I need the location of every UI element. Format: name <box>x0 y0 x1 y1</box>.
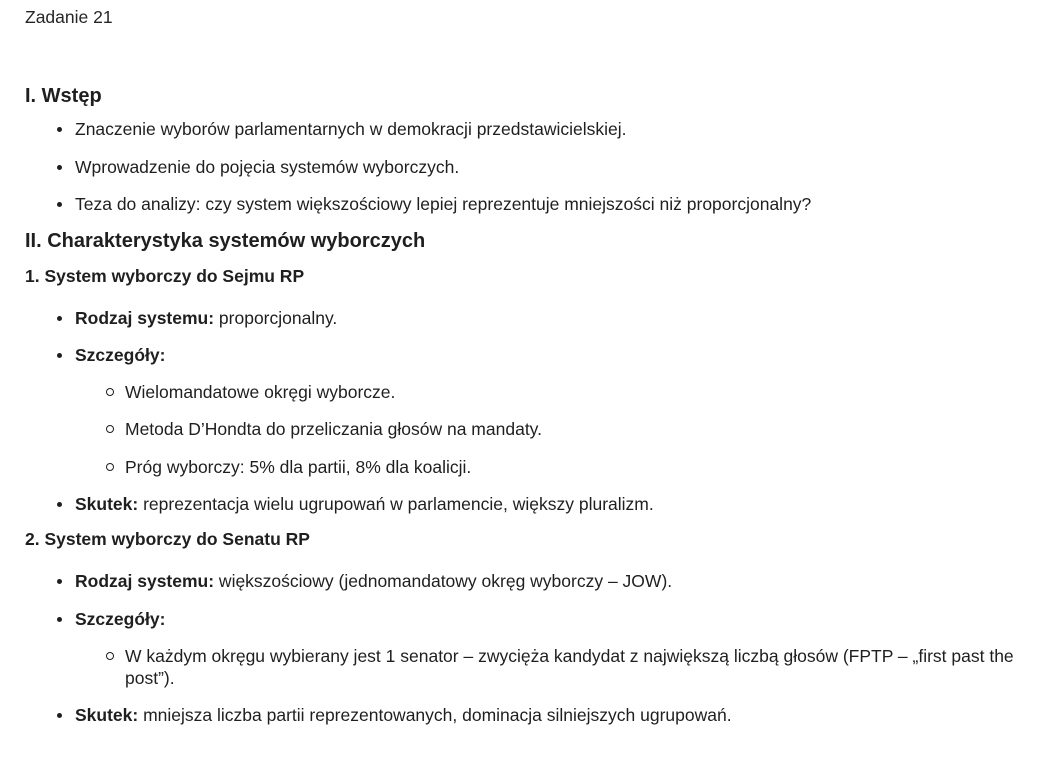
sejm-details-list <box>25 381 1027 478</box>
senat-effect-list <box>25 704 1027 726</box>
sejm-effect-value: reprezentacja wielu ugrupowań w parlamencie, większy pluralizm. <box>138 494 654 514</box>
sejm-system-value: proporcjonalny. <box>214 308 338 328</box>
senat-effect <box>25 704 1027 726</box>
subheading-senat: 2. System wyborczy do Senatu RP <box>25 529 310 549</box>
senat-effect-value: mniejsza liczba partii reprezentowanych, dominacja silniejszych ugrupowań. <box>138 705 732 725</box>
sejm-detail-item: Wielomandatowe okręgi wyborcze. <box>25 381 1027 403</box>
senat-details <box>25 608 1027 630</box>
senat-details-label: Szczegóły: <box>75 609 166 629</box>
intro-item: Znaczenie wyborów parlamentarnych w demokracji przedstawicielskiej. <box>25 118 1027 140</box>
intro-item: Wprowadzenie do pojęcia systemów wyborczych. <box>25 156 1027 178</box>
sejm-details-label: Szczegóły: <box>75 345 166 365</box>
sejm-system-type <box>25 307 1027 329</box>
sejm-effect <box>25 493 1027 515</box>
senat-system-type <box>25 570 1027 592</box>
section-heading-characteristics: II. Charakterystyka systemów wyborczych <box>25 230 426 252</box>
senat-system-label: Rodzaj systemu: <box>75 571 215 591</box>
senat-list <box>25 570 1027 630</box>
senat-effect-label: Skutek: <box>75 705 139 725</box>
intro-list <box>25 118 1027 215</box>
sejm-system-label: Rodzaj systemu: <box>75 308 215 328</box>
intro-item: Teza do analizy: czy system większościowy lepiej reprezentuje mniejszości niż proporcjonalny? <box>25 193 1027 215</box>
senat-system-value: większościowy (jednomandatowy okręg wyborczy – JOW). <box>214 571 673 591</box>
section-heading-intro: I. Wstęp <box>25 85 102 107</box>
sejm-details <box>25 344 1027 366</box>
senat-details-list <box>25 645 1027 689</box>
sejm-effect-label: Skutek: <box>75 494 139 514</box>
senat-detail-item: W każdym okręgu wybierany jest 1 senator – zwycięża kandydat z największą liczbą głosów (FPTP – „first past the post”). <box>25 645 1027 689</box>
document-title: Zadanie 21 <box>25 7 113 27</box>
subheading-sejm: 1. System wyborczy do Sejmu RP <box>25 266 305 286</box>
sejm-detail-item: Metoda D’Hondta do przeliczania głosów na mandaty. <box>25 418 1027 440</box>
sejm-list <box>25 307 1027 366</box>
sejm-effect-list <box>25 493 1027 515</box>
sejm-detail-item: Próg wyborczy: 5% dla partii, 8% dla koalicji. <box>25 456 1027 478</box>
